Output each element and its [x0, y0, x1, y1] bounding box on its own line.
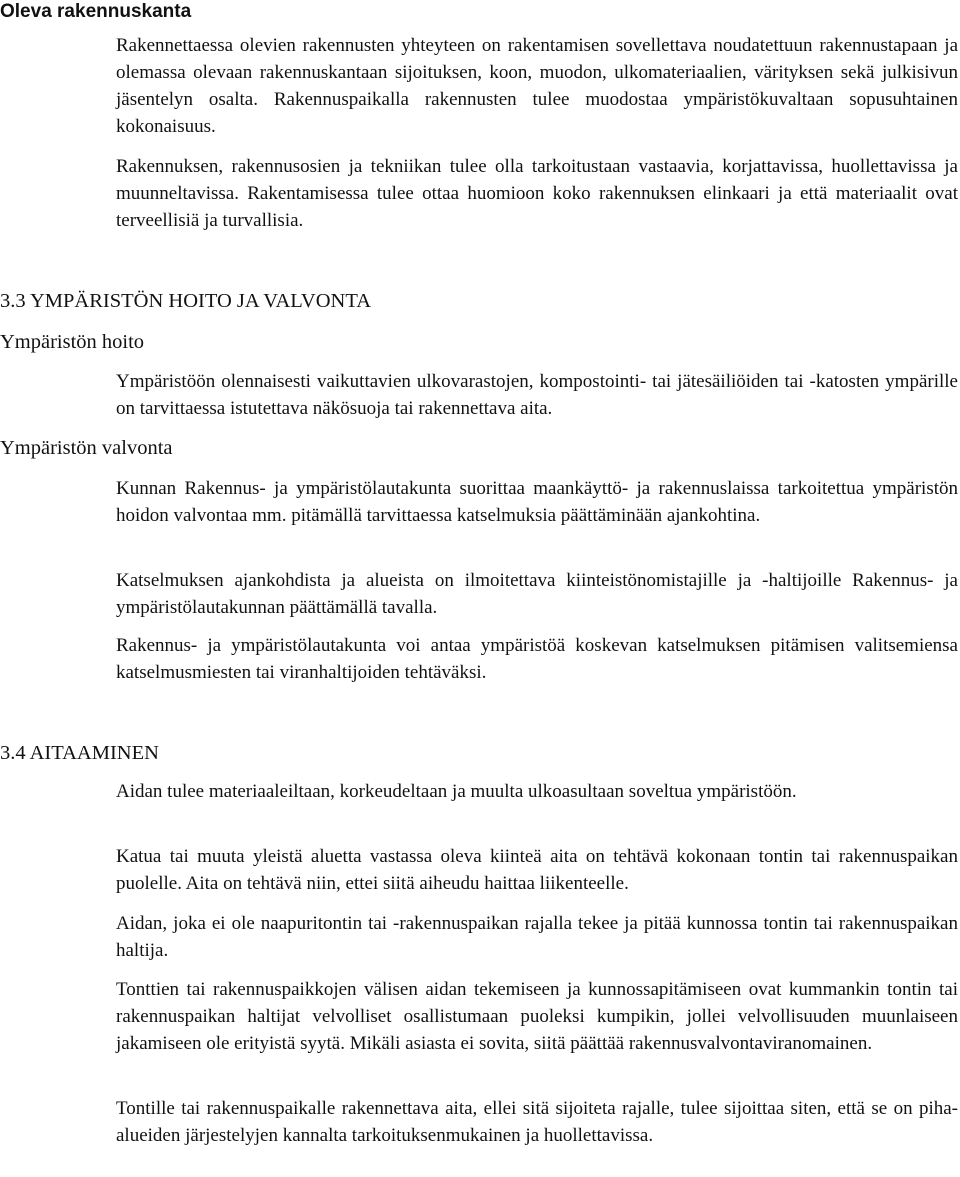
paragraph-aitaaminen-1: Aidan tulee materiaaleiltaan, korkeudeltaan ja muulta ulkoasultaan soveltua ympäristöön.	[116, 781, 797, 802]
paragraph-oleva-1: Rakennettaessa olevien rakennusten yhteyteen on rakentamisen sovellettava noudatettuun rakennustapaan ja olemassa olevaan rakennuskantaan sijoituksen, koon, muodon, ulkomateriaalien, värityksen sekä julkisivun jäsentelyn osalta. Rakennuspaikalla rakennusten tulee muodostaa ympäristökuvaltaan sopusuhtainen kokonaisuus.	[116, 35, 958, 137]
paragraph-oleva-2: Rakennuksen, rakennusosien ja tekniikan tulee olla tarkoitustaan vastaavia, korjattavissa, huollettavissa ja muunneltavissa. Rakentamisessa tulee ottaa huomioon koko rakennuksen elinkaari ja että materiaalit ovat terveellisiä ja turvallisia.	[116, 156, 958, 231]
paragraph-valvonta-2: Katselmuksen ajankohdista ja alueista on ilmoitettava kiinteistönomistajille ja -haltijoille Rakennus- ja ympäristölautakunnan päättämällä tavalla.	[116, 570, 958, 618]
subheading-ympariston-hoito: Ympäristön hoito	[0, 331, 145, 353]
paragraph-aitaaminen-5: Tontille tai rakennuspaikalle rakennettava aita, ellei sitä sijoiteta rajalle, tulee sijoittaa siten, että se on piha-alueiden järjestelyjen kannalta tarkoituksenmukainen ja huollettavissa.	[116, 1098, 958, 1146]
page-heading-oleva-rakennuskanta: Oleva rakennuskanta	[0, 1, 192, 22]
paragraph-aitaaminen-2: Katua tai muuta yleistä aluetta vastassa oleva kiinteä aita on tehtävä kokonaan tontin tai rakennuspaikan puolelle. Aita on tehtävä niin, ettei siitä aiheudu haittaa liikenteelle.	[116, 846, 958, 894]
section-title-3-4: 3.4 AITAAMINEN	[0, 742, 159, 764]
paragraph-aitaaminen-3: Aidan, joka ei ole naapuritontin tai -rakennuspaikan rajalla tekee ja pitää kunnossa tontin tai rakennuspaikan haltija.	[116, 913, 958, 961]
subheading-ympariston-valvonta: Ympäristön valvonta	[0, 437, 173, 459]
section-title-3-3: 3.3 YMPÄRISTÖN HOITO JA VALVONTA	[0, 290, 372, 312]
paragraph-valvonta-1: Kunnan Rakennus- ja ympäristölautakunta suorittaa maankäyttö- ja rakennuslaissa tarkoitettua ympäristön hoidon valvontaa mm. pitämällä tarvittaessa katselmuksia päättäminään ajankohtina.	[116, 478, 958, 526]
paragraph-valvonta-3: Rakennus- ja ympäristölautakunta voi antaa ympäristöä koskevan katselmuksen pitämisen valitsemiensa katselmusmiesten tai viranhaltijoiden tehtäväksi.	[116, 635, 958, 683]
paragraph-hoito-1: Ympäristöön olennaisesti vaikuttavien ulkovarastojen, kompostointi- tai jätesäiliöiden tai -katosten ympärille on tarvittaessa istutettava näkösuoja tai rakennettava aita.	[116, 371, 958, 419]
paragraph-aitaaminen-4: Tonttien tai rakennuspaikkojen välisen aidan tekemiseen ja kunnossapitämiseen ovat kummankin tontin tai rakennuspaikan haltijat velvolliset osallistumaan puoleksi kumpikin, jollei velvollisuuden muunlaiseen jakamiseen ole erityistä syytä. Mikäli asiasta ei sovita, siitä päättää rakennusvalvontaviranomainen.	[116, 979, 958, 1054]
